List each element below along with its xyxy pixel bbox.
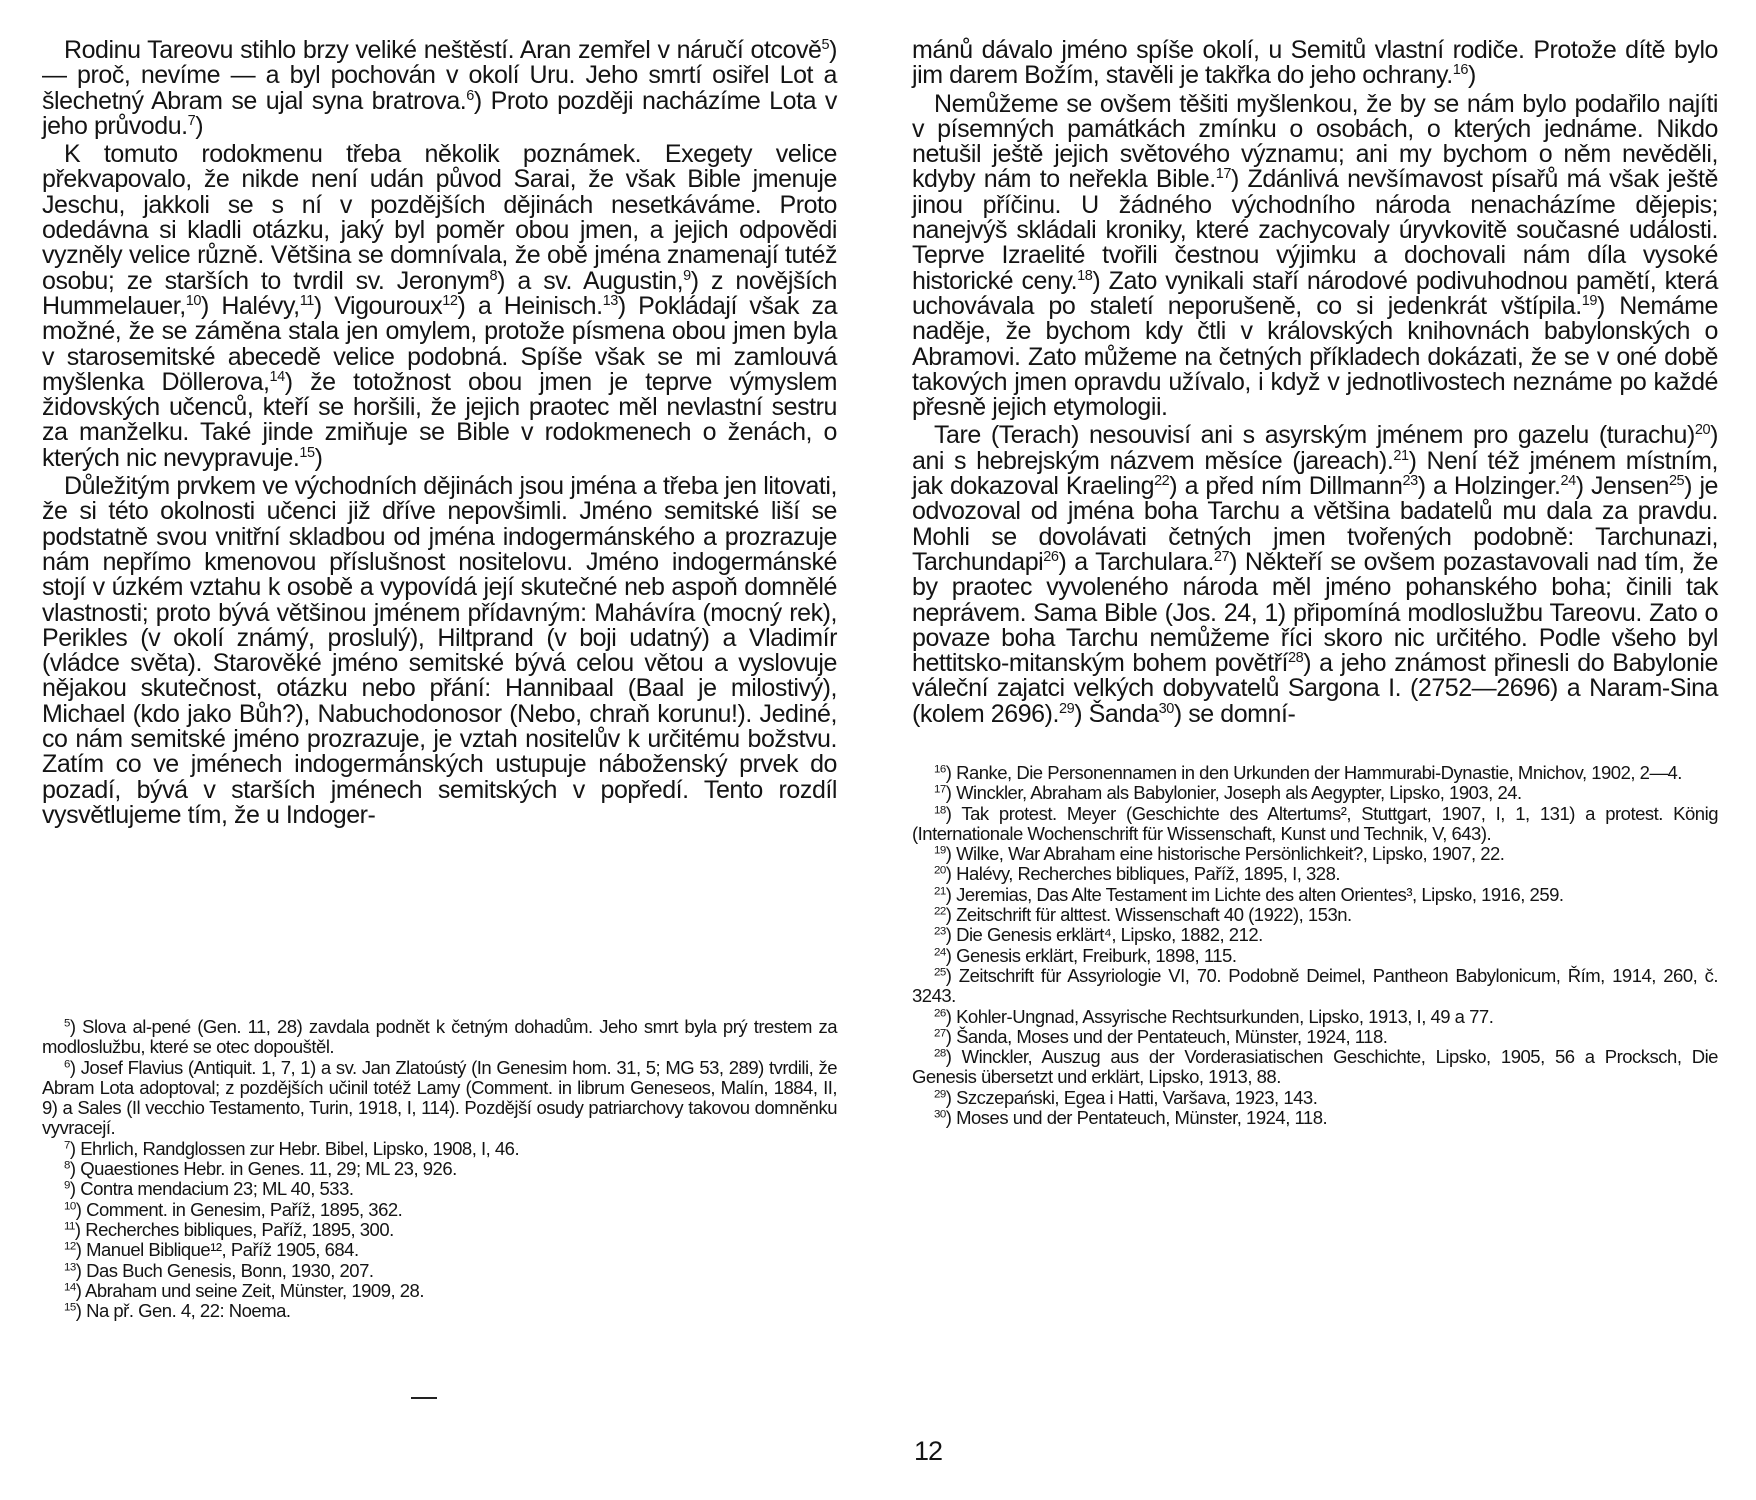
footnote-paren: ) xyxy=(74,1218,86,1240)
footnote-number: 11 xyxy=(64,1220,75,1233)
footnote-text: Das Buch Genesis, Bonn, 1930, 207. xyxy=(86,1259,374,1281)
text-run: ) xyxy=(314,443,323,472)
text-run: ) je odvozoval od jména boha Tarchu a většina badatelů mu dala za pravdu. Mohli se dovolávati četných jmen tvořených podobně: Tarchunazi, Tarchundapi xyxy=(912,472,1719,576)
footnote-reference: 21 xyxy=(1393,447,1409,464)
footnote-paren: ) xyxy=(69,1056,81,1078)
footnote-reference: 16 xyxy=(1452,62,1468,79)
footnote-paren: ) xyxy=(945,802,962,824)
footnote-paren: ) xyxy=(945,964,959,986)
footnote-reference: 30 xyxy=(1158,700,1174,717)
footnote-text: Contra mendacium 23; ML 40, 533. xyxy=(80,1178,354,1200)
footnote-reference: 29 xyxy=(1059,700,1075,717)
footnote-number: 30 xyxy=(934,1108,946,1121)
paragraph xyxy=(912,423,1718,727)
footnote-reference: 23 xyxy=(1402,473,1418,490)
text-run: ) — proč, nevíme — a byl pochován v okolí Uru. Jeho smrtí osiřel Lot a šlechetný Abram se ujal syna bratrova. xyxy=(42,36,837,115)
footnote xyxy=(42,1200,837,1220)
footnote-paren: ) xyxy=(69,1016,83,1037)
footnote-reference: 5 xyxy=(821,37,830,54)
footnote-number: 24 xyxy=(934,946,946,959)
footnote-reference: 25 xyxy=(1668,473,1685,490)
footnote-text: Moses und der Pentateuch, Münster, 1924, 118. xyxy=(956,1107,1328,1129)
footnote-number: 13 xyxy=(64,1261,76,1274)
text-run: ) xyxy=(1467,61,1476,90)
footnote-paren: ) xyxy=(75,1279,86,1301)
footnote xyxy=(912,864,1718,884)
footnote-text: Die Genesis erklärt⁴, Lipsko, 1882, 212. xyxy=(956,924,1263,946)
footnote-paren: ) xyxy=(945,944,957,966)
text-run: Rodinu Tareovu stihlo brzy veliké neštěstí. Aran zemřel v náručí otcově xyxy=(64,36,822,64)
footnote-reference: 12 xyxy=(442,292,458,309)
footnote-paren: ) xyxy=(69,1178,81,1200)
footnote-paren: ) xyxy=(945,904,957,926)
footnote xyxy=(42,1220,837,1240)
page-number: 12 xyxy=(914,1436,943,1466)
footnote-reference: 10 xyxy=(185,292,201,309)
footnote-text: Szczepański, Egea i Hatti, Varšava, 1923, 143. xyxy=(956,1086,1318,1108)
text-run: K tomuto rodokmenu třeba několik poznámek. Exegety velice překvapovalo, že nikde není udán původ Sarai, že však Bible jmenuje Jeschu, jakkoli se s ní v pozdějších dějinách nesetkáváme. Proto odedávna si kladli otázku, jaký byl poměr obou jmen, a jejich odpovědi vyzněly velice různě. Většina se domnívala, že obě jména znamenají tutéž osobu; ze starších to tvrdil sv. Jeronym xyxy=(42,140,837,295)
paragraph xyxy=(912,38,1718,89)
paragraph xyxy=(42,38,837,139)
text-run: ) a Heinisch. xyxy=(457,291,603,320)
text-run: ) a jeho známost přinesli do Babylonie váleční zajatci velkých dobyvatelů Sargona I. (2752—2696) a Naram-Sina (kolem 2696). xyxy=(912,649,1718,728)
footnote-text: Kohler-Ungnad, Assyrische Rechtsurkunden, Lipsko, 1913, I, 49 a 77. xyxy=(956,1005,1494,1027)
text-run: ) Pokládají však za možné, že se záměna stala jen omylem, protože písmena obou jmen byla v starosemitské abecedě velice podobná. Spíše však se mi zamlouvá myšlenka Döllerova, xyxy=(42,291,838,396)
footnote-number: 12 xyxy=(64,1240,76,1253)
footnote-number: 6 xyxy=(64,1058,70,1071)
footnote-paren: ) xyxy=(945,1005,957,1027)
text-run: ) xyxy=(195,111,204,140)
footnote-text: Winckler, Auszug aus der Vorderasiatischen Geschichte, Lipsko, 1905, 56 a Procksch, Die Genesis übersetzt und erklärt, Lipsko, 1913, 88. xyxy=(912,1046,1718,1088)
footnote-paren: ) xyxy=(945,843,957,865)
text-run: ) Není též jménem místním, jak dokazoval Kraeling xyxy=(912,446,1718,501)
footnote-paren: ) xyxy=(945,924,957,946)
footnote-paren: ) xyxy=(75,1198,87,1220)
footnote-reference: 11 xyxy=(299,292,314,309)
footnote-number: 27 xyxy=(934,1027,946,1040)
footnote-paren: ) xyxy=(945,883,957,905)
footnote xyxy=(912,783,1718,803)
footnote xyxy=(912,925,1718,945)
footnote-text: Ehrlich, Randglossen zur Hebr. Bibel, Lipsko, 1908, I, 46. xyxy=(80,1137,520,1159)
footnote-number: 20 xyxy=(934,865,946,878)
text-run: ) Šanda xyxy=(1074,699,1159,728)
text-run: Tare (Terach) nesouvisí ani s asyrským jménem pro gazelu (turachu) xyxy=(934,421,1695,450)
footnote-text: Zeitschrift für alttest. Wissenschaft 40 (1922), 153n. xyxy=(956,904,1352,926)
text-run: ) Proto později nacházíme Lota v jeho průvodu. xyxy=(42,86,837,140)
footnote-text: Zeitschrift für Assyriologie VI, 70. Podobně Deimel, Pantheon Babylonicum, Řím, 1914, 260, č. 3243. xyxy=(912,964,1718,1007)
footnote-text: Na př. Gen. 4, 22: Noema. xyxy=(86,1300,291,1322)
text-run: ) a sv. Augustin, xyxy=(497,266,684,295)
footnote-reference: 27 xyxy=(1213,548,1230,565)
footnote-text: Genesis erklärt, Freiburk, 1898, 115. xyxy=(956,944,1237,966)
footnote-text: Recherches bibliques, Paříž, 1895, 300. xyxy=(85,1218,394,1240)
footnote-paren: ) xyxy=(75,1259,87,1281)
footnote-reference: 8 xyxy=(489,267,498,284)
footnote-number: 5 xyxy=(64,1017,70,1030)
footnote-number: 14 xyxy=(64,1281,76,1294)
footnote-reference: 19 xyxy=(1581,292,1597,309)
footnote-number: 18 xyxy=(934,804,946,817)
footnote xyxy=(912,1088,1718,1108)
footnote-number: 26 xyxy=(934,1007,946,1020)
footnote xyxy=(912,763,1718,783)
footnote-reference: 26 xyxy=(1043,548,1059,565)
footnote-number: 21 xyxy=(934,885,946,898)
footnote-text: Halévy, Recherches bibliques, Paříž, 1895, I, 328. xyxy=(956,863,1341,885)
footnote xyxy=(912,946,1718,966)
footnote-number: 22 xyxy=(934,905,946,918)
left-footnotes xyxy=(42,1017,837,1321)
footnote-paren: ) xyxy=(75,1239,87,1261)
paragraph xyxy=(912,89,1718,422)
footnote-paren: ) xyxy=(945,863,957,885)
left-column-body xyxy=(42,38,837,828)
footnote-number: 25 xyxy=(934,966,946,979)
paragraph xyxy=(42,142,837,471)
footnote xyxy=(912,905,1718,925)
text-run: Nemůžeme se ovšem těšiti myšlenkou, že by se nám bylo podařilo najíti v písemných památkách zmínku o osobách, o kterých jednáme. Nikdo netušil ještě jejich světového významu; ani my bychom o něm nevěděli, kdyby nám to neřekla Bible. xyxy=(912,89,1718,194)
footnote-text: Comment. in Genesim, Paříž, 1895, 362. xyxy=(86,1198,403,1220)
footnote-number: 17 xyxy=(934,784,946,796)
footnote-reference: 28 xyxy=(1287,650,1304,667)
footnote-paren: ) xyxy=(945,1046,962,1068)
footnote-number: 16 xyxy=(934,763,946,776)
footnote-text: Ranke, Die Personennamen in den Urkunden der Hammurabi-Dynastie, Mnichov, 1902, 2—4. xyxy=(956,762,1682,783)
footnote xyxy=(912,1007,1718,1027)
text-run: mánů dávalo jméno spíše okolí, u Semitů vlastní rodiče. Protože dítě bylo jim darem Božím, stavěli je takřka do jeho ochrany. xyxy=(912,36,1718,90)
footnote xyxy=(42,1240,837,1260)
text-run: ) že totožnost obou jmen je teprve výmyslem židovských učenců, kteří se horšili, že jejich praotec měl nevlastní sestru za manželku. Také jinde zmiňuje se Bible v rodokmenech o ženách, o kterých nic nevypravuje. xyxy=(42,367,837,472)
footnote-text: Manuel Biblique¹², Paříž 1905, 684. xyxy=(86,1239,359,1261)
footnote-text: Jeremias, Das Alte Testament im Lichte des alten Orientes³, Lipsko, 1916, 259. xyxy=(956,883,1564,905)
text-run: ) Zato vynikali staří národové podivuhodnou pamětí, která uchovávala po staletí neporušeně, co si jedenkrát vštípila. xyxy=(912,266,1718,320)
text-run: ) se domní- xyxy=(1173,699,1296,728)
text-run: ) Halévy, xyxy=(200,291,300,320)
footnote-number: 9 xyxy=(64,1180,70,1193)
text-run: ) Nemáme naděje, že bychom kdy čtli v královských knihovnách babylonských o Abramovi. Zato můžeme na četných příkladech dokázati, že se v oné době takových jmen opravdu užívalo, i když v jednotlivostech neznáme po každé přesně jejich etymologii. xyxy=(912,291,1718,422)
footnote-reference: 22 xyxy=(1154,473,1170,490)
footnote-number: 29 xyxy=(934,1088,946,1101)
footnote-reference: 9 xyxy=(683,267,691,284)
footnote xyxy=(42,1159,837,1179)
footnote xyxy=(912,966,1718,1007)
footnote-number: 8 xyxy=(64,1159,70,1172)
footnote xyxy=(42,1261,837,1281)
footnote-reference: 17 xyxy=(1215,166,1231,183)
footnote-number: 7 xyxy=(64,1139,70,1152)
right-column-body xyxy=(912,38,1718,727)
footnote-end-dash xyxy=(411,1397,437,1399)
text-run: ) Někteří se ovšem pozastavovali nad tím, že by praotec vyvoleného národa měl jméno pohanského boha; činili tak neprávem. Sama Bible (Jos. 24, 1) připomíná modloslužbu Tareovu. Zato o povaze boha Tarchu nemůžeme říci skoro nic určitého. Podle všeho byl hettitsko-mitanským bohem povětří xyxy=(912,547,1718,678)
footnote-paren: ) xyxy=(945,1107,957,1129)
paragraph xyxy=(42,474,837,828)
text-run: ) z novějších Hummelauer, xyxy=(42,266,838,320)
footnote xyxy=(42,1179,837,1199)
footnote-number: 28 xyxy=(934,1047,946,1060)
footnote-paren: ) xyxy=(945,782,957,804)
footnote-reference: 6 xyxy=(466,87,474,104)
footnote-reference: 15 xyxy=(299,444,315,461)
footnote-paren: ) xyxy=(945,1086,957,1108)
footnote-reference: 7 xyxy=(187,112,196,129)
footnote-reference: 20 xyxy=(1694,422,1711,439)
text-run: ) Jensen xyxy=(1575,472,1669,501)
text-run: ) a Tarchulara. xyxy=(1058,547,1214,576)
text-run: ) ani s hebrejským názvem měsíce (jareach). xyxy=(912,421,1718,475)
footnote-text: Quaestiones Hebr. in Genes. 11, 29; ML 23, 926. xyxy=(80,1158,457,1180)
text-run: Důležitým prvkem ve východních dějinách jsou jména a třeba jen litovati, že si této okolnosti učenci již dříve nepovšimli. Jméno semitské liší se podstatně svou vnitřní skladbou od jména indogermánského a prozrazuje nám nepřímo kmenovou příslušnost nositelovu. Jméno indogermánské stojí v úzkém vztahu k osobě a vypovídá její skutečné neb aspoň domnělé vlastnosti; proto bývá většinou jménem přídavným: Mahávíra (mocný rek), Perikles (v okolí známý, proslulý), Hiltprand (v boji udatný) a Vladimír (vládce světa). Starověké jméno semitské bývá celou větou a vyslovuje nějakou skutečnost, otázku nebo přání: Hannibaal (Baal je milostivý), Michael (kdo jako Bůh?), Nabuchodonosor (Nebo, chraň korunu!). Jediné, co nám semitské jméno prozrazuje, je vztah nositelův k určitému božstvu. Zatím co ve jménech indogermánských ustupuje náboženský prvek do pozadí, bývá v starších jménech semitských v popředí. Tento rozdíl vysvětlujeme tím, že u Indoger- xyxy=(42,472,837,829)
footnote-paren: ) xyxy=(945,1025,957,1047)
footnote-reference: 14 xyxy=(269,368,285,385)
footnote xyxy=(42,1301,837,1321)
footnote-text: Wilke, War Abraham eine historische Persönlichkeit?, Lipsko, 1907, 22. xyxy=(956,843,1505,865)
footnote-text: Josef Flavius (Antiquit. 1, 7, 1) a sv. Jan Zlatoústý (In Genesim hom. 31, 5; MG 53, 289) tvrdili, že Abram Lota adoptoval; z pozdějších učinil totéž Lamy (Comment. in librum Geneseos, Malín, 1884, II, 9) a Sales (Il vecchio Testamento, Turin, 1918, I, 114). Pozdější osudy patriarchovy takovou domněnku vyvracejí. xyxy=(42,1056,837,1139)
footnote-text: Slova al-pené (Gen. 11, 28) zavdala podnět k četným dohadům. Jeho smrt byla prý trestem za modloslužbu, které se otec dopouštěl. xyxy=(42,1016,837,1058)
footnote xyxy=(912,844,1718,864)
footnote-number: 23 xyxy=(934,926,946,939)
text-run: ) a Holzinger. xyxy=(1417,472,1561,501)
footnote-paren: ) xyxy=(69,1137,81,1159)
footnote xyxy=(912,1108,1718,1128)
right-footnotes xyxy=(912,763,1718,1128)
footnote xyxy=(42,1281,837,1301)
footnote-paren: ) xyxy=(69,1158,81,1180)
footnote-reference: 24 xyxy=(1560,473,1576,490)
footnote-reference: 18 xyxy=(1077,267,1093,284)
footnote xyxy=(912,1047,1718,1088)
footnote xyxy=(912,804,1718,845)
footnote xyxy=(912,1027,1718,1047)
footnote-number: 19 xyxy=(934,844,946,857)
text-run: ) Zdánlivá nevšímavost písařů má však ještě jinou příčinu. U žádného východního národa nenacházíme dějepis; nanejvýš skládali kroniky, které zachycovaly úryvkovitě současné události. Teprve Izraelité tvořili čestnou výjimku a dochovali nám díla vysoké historické ceny. xyxy=(912,165,1718,295)
footnote-number: 15 xyxy=(64,1301,76,1314)
footnote-paren: ) xyxy=(75,1300,87,1322)
footnote-text: Winckler, Abraham als Babylonier, Joseph als Aegypter, Lipsko, 1903, 24. xyxy=(956,782,1522,804)
footnote xyxy=(42,1017,837,1058)
text-run: ) a před ním Dillmann xyxy=(1169,472,1403,501)
text-run: ) Vigouroux xyxy=(313,291,443,320)
footnote xyxy=(42,1058,837,1139)
footnote-number: 10 xyxy=(64,1200,76,1213)
footnote-text: Tak protest. Meyer (Geschichte des Altertums², Stuttgart, 1907, I, 1, 131) a protest. König (Internationale Wochenschrift für Wissenschaft, Kunst und Technik, V, 643). xyxy=(912,802,1718,844)
footnote xyxy=(912,885,1718,905)
footnote-text: Šanda, Moses und der Pentateuch, Münster, 1924, 118. xyxy=(956,1025,1388,1047)
footnote xyxy=(42,1139,837,1159)
footnote-reference: 13 xyxy=(602,292,618,309)
footnote-text: Abraham und seine Zeit, Münster, 1909, 28. xyxy=(85,1279,424,1301)
footnote-paren: ) xyxy=(945,762,957,783)
